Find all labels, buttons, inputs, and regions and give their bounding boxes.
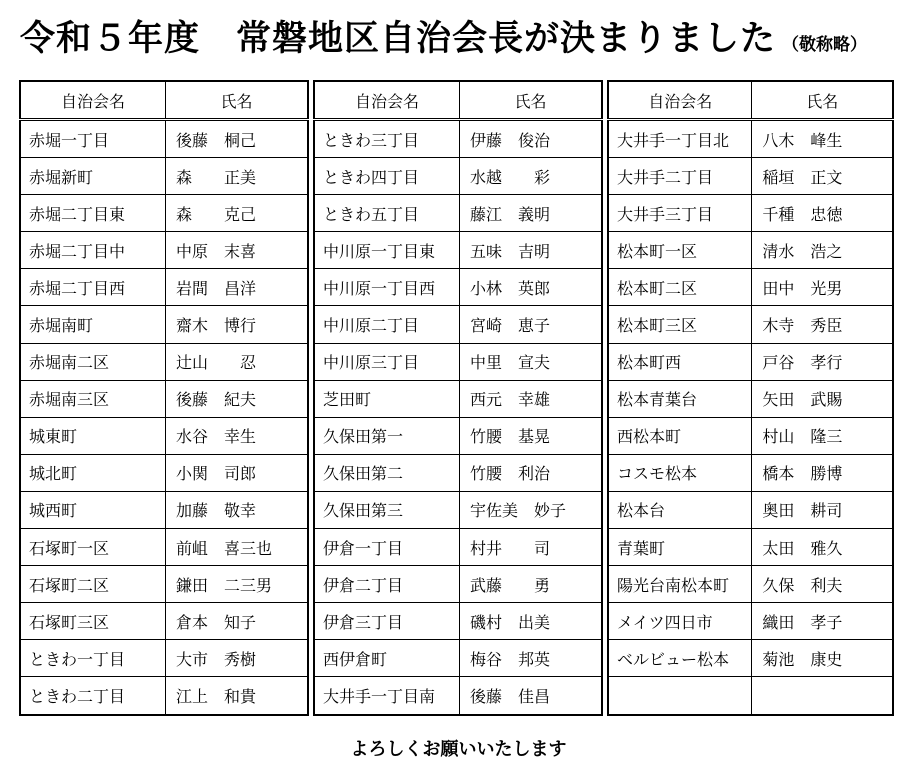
chairperson-name: 江上 和貴 xyxy=(165,677,308,715)
chairperson-name: 後藤 紀夫 xyxy=(165,380,308,417)
association-name: 大井手一丁目北 xyxy=(608,120,752,158)
association-name xyxy=(608,677,752,715)
association-name: 松本青葉台 xyxy=(608,380,752,417)
table-row xyxy=(608,306,893,343)
chairperson-name: 中里 宣夫 xyxy=(459,343,602,380)
chairperson-name: 八木 峰生 xyxy=(752,120,893,158)
table-row xyxy=(20,640,308,677)
column-header-name: 氏名 xyxy=(165,81,308,120)
page-title xyxy=(20,12,867,72)
table-row xyxy=(20,232,308,269)
chairperson-name: 木寺 秀臣 xyxy=(752,306,893,343)
table-row xyxy=(608,380,893,417)
table-row xyxy=(20,158,308,195)
association-name: 石塚町一区 xyxy=(20,529,165,566)
association-name: 西松本町 xyxy=(608,417,752,454)
chairperson-name: 竹腰 利治 xyxy=(459,454,602,491)
table-row xyxy=(608,603,893,640)
chairperson-name: 中原 末喜 xyxy=(165,232,308,269)
chairperson-name: 辻山 忍 xyxy=(165,343,308,380)
table-row xyxy=(20,603,308,640)
association-name: 久保田第三 xyxy=(314,491,459,528)
association-name: 大井手一丁目南 xyxy=(314,677,459,715)
table-row xyxy=(314,603,602,640)
chairperson-name: 磯村 出美 xyxy=(459,603,602,640)
table-row xyxy=(314,158,602,195)
association-name: ベルビュー松本 xyxy=(608,640,752,677)
table-row xyxy=(314,491,602,528)
association-name: 石塚町三区 xyxy=(20,603,165,640)
table-row xyxy=(608,269,893,306)
chairperson-name: 太田 雅久 xyxy=(752,529,893,566)
association-name: 西伊倉町 xyxy=(314,640,459,677)
chairperson-name: 小関 司郎 xyxy=(165,454,308,491)
column-header-area: 自治会名 xyxy=(608,81,752,120)
association-name: 陽光台南松本町 xyxy=(608,566,752,603)
chairperson-name: 戸谷 孝行 xyxy=(752,343,893,380)
association-name: 伊倉一丁目 xyxy=(314,529,459,566)
association-name: 松本町一区 xyxy=(608,232,752,269)
chairperson-name: 織田 孝子 xyxy=(752,603,893,640)
chairperson-name: 田中 光男 xyxy=(752,269,893,306)
chairperson-name: 稲垣 正文 xyxy=(752,158,893,195)
association-name: メイツ四日市 xyxy=(608,603,752,640)
association-name: 赤堀二丁目東 xyxy=(20,195,165,232)
column-header-area: 自治会名 xyxy=(20,81,165,120)
chairperson-name: 宮崎 恵子 xyxy=(459,306,602,343)
table-row xyxy=(20,380,308,417)
association-name: 大井手三丁目 xyxy=(608,195,752,232)
chairperson-name: 梅谷 邦英 xyxy=(459,640,602,677)
table-row xyxy=(608,566,893,603)
chairperson-name xyxy=(752,677,893,715)
chairperson-name: 菊池 康史 xyxy=(752,640,893,677)
association-name: 赤堀二丁目中 xyxy=(20,232,165,269)
association-name: 赤堀南二区 xyxy=(20,343,165,380)
table-row xyxy=(314,417,602,454)
table-row xyxy=(20,566,308,603)
column-header-name: 氏名 xyxy=(752,81,893,120)
table-row xyxy=(20,195,308,232)
chairperson-name: 森 正美 xyxy=(165,158,308,195)
table-row xyxy=(314,566,602,603)
chairperson-name: 齋木 博行 xyxy=(165,306,308,343)
table-row xyxy=(20,306,308,343)
table-row xyxy=(314,120,602,158)
chairperson-name: 藤江 義明 xyxy=(459,195,602,232)
association-name: 大井手二丁目 xyxy=(608,158,752,195)
table-row xyxy=(608,195,893,232)
chairperson-name: 武藤 勇 xyxy=(459,566,602,603)
association-name: 城西町 xyxy=(20,491,165,528)
table-row xyxy=(20,529,308,566)
table-row xyxy=(314,269,602,306)
column-header-area: 自治会名 xyxy=(314,81,459,120)
chairperson-name: 村井 司 xyxy=(459,529,602,566)
chairperson-name: 前岨 喜三也 xyxy=(165,529,308,566)
table-row xyxy=(20,343,308,380)
table-row xyxy=(314,640,602,677)
table-row xyxy=(608,529,893,566)
association-name: コスモ松本 xyxy=(608,454,752,491)
table-row xyxy=(314,677,602,715)
association-name: 中川原一丁目東 xyxy=(314,232,459,269)
association-name: ときわ一丁目 xyxy=(20,640,165,677)
chairperson-name: 伊藤 俊治 xyxy=(459,120,602,158)
association-name: ときわ五丁目 xyxy=(314,195,459,232)
association-name: 中川原二丁目 xyxy=(314,306,459,343)
chairperson-tables xyxy=(19,80,894,716)
chairperson-name: 清水 浩之 xyxy=(752,232,893,269)
table-row xyxy=(20,677,308,715)
association-name: 伊倉二丁目 xyxy=(314,566,459,603)
association-name: ときわ三丁目 xyxy=(314,120,459,158)
table-row xyxy=(608,158,893,195)
association-name: 松本台 xyxy=(608,491,752,528)
chairperson-name: 千種 忠徳 xyxy=(752,195,893,232)
association-name: 伊倉三丁目 xyxy=(314,603,459,640)
association-name: 城北町 xyxy=(20,454,165,491)
table-row xyxy=(20,269,308,306)
chairperson-name: 五味 吉明 xyxy=(459,232,602,269)
table-row xyxy=(608,454,893,491)
chairperson-name: 橋本 勝博 xyxy=(752,454,893,491)
table-row xyxy=(20,454,308,491)
table-row xyxy=(20,120,308,158)
association-name: 中川原三丁目 xyxy=(314,343,459,380)
chairperson-name: 宇佐美 妙子 xyxy=(459,491,602,528)
association-name: 赤堀一丁目 xyxy=(20,120,165,158)
table-row xyxy=(608,491,893,528)
chairperson-name: 西元 幸雄 xyxy=(459,380,602,417)
association-name: 松本町三区 xyxy=(608,306,752,343)
chairperson-name: 村山 隆三 xyxy=(752,417,893,454)
roster-table-1 xyxy=(19,80,309,716)
chairperson-name: 水谷 幸生 xyxy=(165,417,308,454)
association-name: 赤堀新町 xyxy=(20,158,165,195)
table-row xyxy=(608,677,893,715)
chairperson-name: 奥田 耕司 xyxy=(752,491,893,528)
association-name: 赤堀南町 xyxy=(20,306,165,343)
table-row xyxy=(314,232,602,269)
association-name: 久保田第一 xyxy=(314,417,459,454)
closing-message: よろしくお願いいたします xyxy=(350,739,567,760)
table-row xyxy=(608,343,893,380)
table-row xyxy=(314,380,602,417)
association-name: 久保田第二 xyxy=(314,454,459,491)
title-note: （敬称略） xyxy=(782,35,868,55)
chairperson-name: 水越 彩 xyxy=(459,158,602,195)
chairperson-name: 後藤 桐己 xyxy=(165,120,308,158)
association-name: 城東町 xyxy=(20,417,165,454)
chairperson-name: 加藤 敬幸 xyxy=(165,491,308,528)
chairperson-name: 後藤 佳昌 xyxy=(459,677,602,715)
chairperson-name: 大市 秀樹 xyxy=(165,640,308,677)
chairperson-name: 岩間 昌洋 xyxy=(165,269,308,306)
chairperson-name: 久保 利夫 xyxy=(752,566,893,603)
association-name: 青葉町 xyxy=(608,529,752,566)
association-name: ときわ四丁目 xyxy=(314,158,459,195)
table-row xyxy=(608,640,893,677)
association-name: 松本町二区 xyxy=(608,269,752,306)
chairperson-name: 鎌田 二三男 xyxy=(165,566,308,603)
table-row xyxy=(314,529,602,566)
chairperson-name: 倉本 知子 xyxy=(165,603,308,640)
association-name: 石塚町二区 xyxy=(20,566,165,603)
table-row xyxy=(608,417,893,454)
table-row xyxy=(20,417,308,454)
table-row xyxy=(608,120,893,158)
column-header-name: 氏名 xyxy=(459,81,602,120)
association-name: 赤堀南三区 xyxy=(20,380,165,417)
table-row xyxy=(314,306,602,343)
chairperson-name: 森 克己 xyxy=(165,195,308,232)
association-name: 中川原一丁目西 xyxy=(314,269,459,306)
chairperson-name: 小林 英郎 xyxy=(459,269,602,306)
roster-table-2 xyxy=(313,80,603,716)
association-name: 赤堀二丁目西 xyxy=(20,269,165,306)
table-row xyxy=(314,195,602,232)
chairperson-name: 矢田 武賜 xyxy=(752,380,893,417)
association-name: ときわ二丁目 xyxy=(20,677,165,715)
title-text: 令和５年度 常磐地区自治会長が決まりました xyxy=(20,19,777,59)
table-row xyxy=(608,232,893,269)
table-row xyxy=(314,454,602,491)
association-name: 芝田町 xyxy=(314,380,459,417)
chairperson-name: 竹腰 基晃 xyxy=(459,417,602,454)
roster-table-3 xyxy=(607,80,894,716)
table-row xyxy=(314,343,602,380)
table-row xyxy=(20,491,308,528)
association-name: 松本町西 xyxy=(608,343,752,380)
